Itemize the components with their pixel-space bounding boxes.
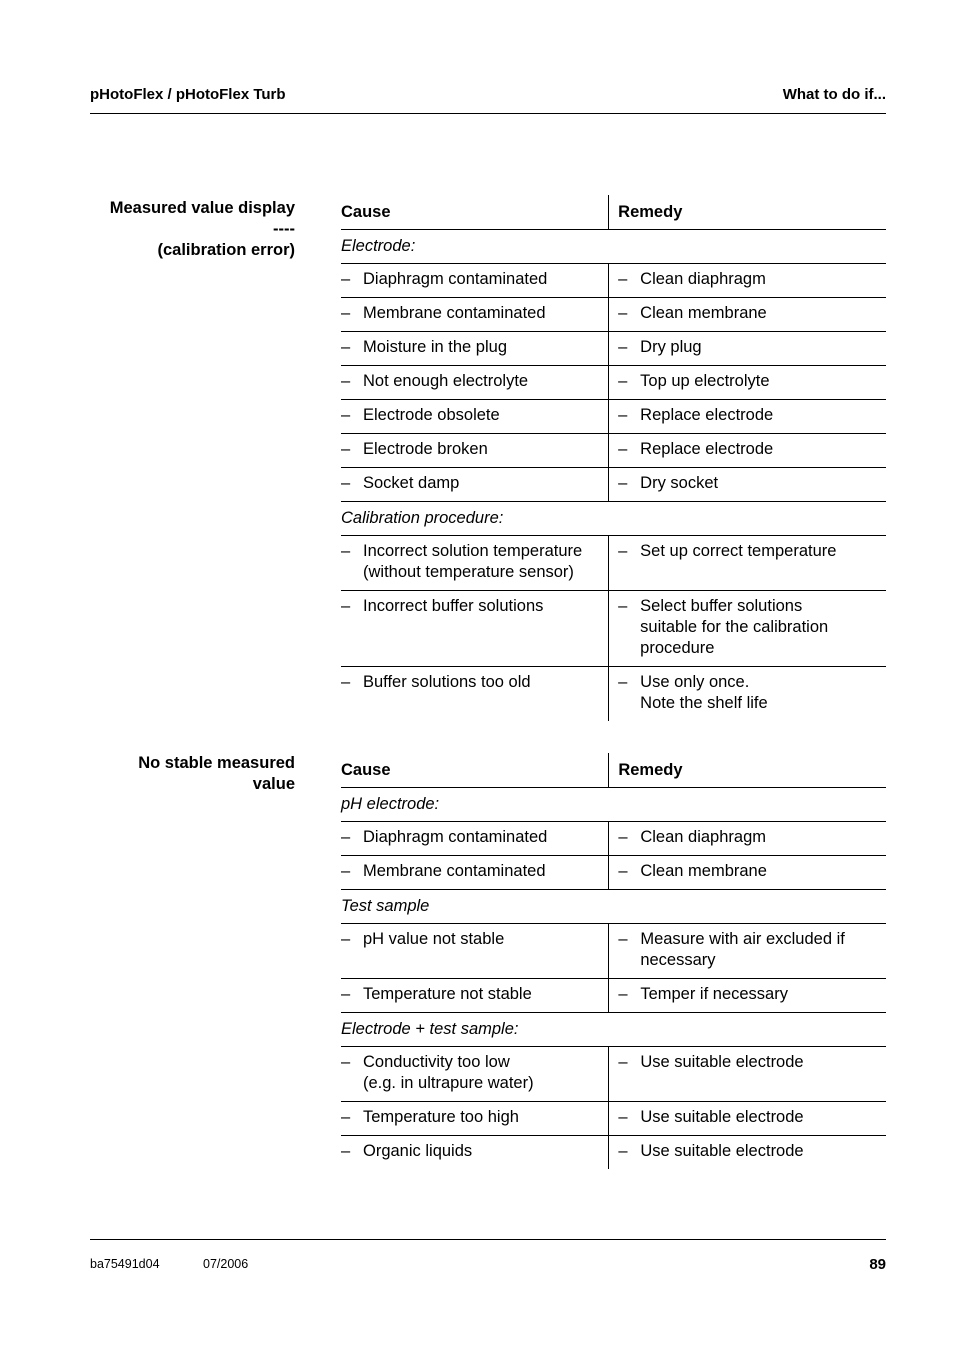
table-row [341, 591, 886, 667]
group-row [341, 890, 886, 924]
section-label-line: (calibration error) [157, 241, 295, 259]
remedy-cell [609, 856, 886, 890]
cause-item [341, 984, 608, 1005]
table-row [341, 1102, 886, 1136]
cause-cell [341, 536, 609, 591]
table-row [341, 468, 886, 502]
remedy-text: Clean membrane [640, 304, 767, 322]
cause-text: Electrode obsolete [363, 406, 500, 424]
cause-cell [341, 1102, 609, 1136]
remedy-item [618, 672, 886, 714]
list-dash: – [341, 673, 351, 691]
cause-header: Cause [341, 753, 609, 788]
cause-item [341, 337, 608, 358]
remedy-item [618, 984, 886, 1005]
cause-item [341, 672, 608, 693]
table-row [341, 856, 886, 890]
footer-date: 07/2006 [203, 1257, 249, 1271]
remedy-item [618, 439, 886, 460]
list-dash: – [341, 597, 351, 615]
cause-cell [341, 468, 609, 502]
remedy-item [618, 827, 886, 848]
cause-text: Electrode broken [363, 440, 488, 458]
page-number: 89 [869, 1256, 886, 1273]
remedy-cell [609, 264, 886, 298]
remedy-cell [609, 924, 886, 979]
remedy-text: Top up electrolyte [640, 372, 770, 390]
list-dash: – [618, 474, 628, 492]
table-row [341, 366, 886, 400]
cause-item [341, 371, 608, 392]
cause-item [341, 1107, 608, 1128]
cause-cell [341, 298, 609, 332]
group-row [341, 788, 886, 822]
list-dash: – [618, 372, 628, 390]
group-title: Test sample [341, 890, 886, 924]
remedy-text: Dry socket [640, 474, 719, 492]
table-row [341, 1136, 886, 1170]
cause-cell [341, 434, 609, 468]
table-row [341, 667, 886, 722]
header-title: pHotoFlex / pHotoFlex Turb [90, 86, 286, 103]
remedy-item [618, 929, 886, 971]
table-row [341, 822, 886, 856]
section-label-line: value [252, 775, 295, 793]
cause-item [341, 861, 608, 882]
remedy-cell [609, 979, 886, 1013]
cause-text: Moisture in the plug [363, 338, 507, 356]
cause-cell [341, 1047, 609, 1102]
list-dash: – [341, 1142, 351, 1160]
cause-cell [341, 400, 609, 434]
remedy-cell [609, 1136, 886, 1170]
list-dash: – [618, 862, 628, 880]
cause-item [341, 439, 608, 460]
remedy-text: Set up correct temperature [640, 542, 837, 560]
remedy-item [618, 473, 886, 494]
cause-item [341, 929, 608, 950]
list-dash: – [341, 474, 351, 492]
table-row [341, 332, 886, 366]
section-label-no-stable-value [60, 753, 295, 795]
table-row [341, 400, 886, 434]
cause-text: Buffer solutions too old [363, 673, 531, 691]
list-dash: – [618, 673, 628, 691]
table-header-row [341, 195, 886, 230]
cause-item [341, 596, 608, 617]
remedy-item [618, 1141, 886, 1162]
section-label-calibration-error [60, 198, 295, 261]
list-dash: – [341, 372, 351, 390]
cause-item [341, 541, 608, 583]
remedy-text: Measure with air excluded if necessary [640, 930, 845, 969]
list-dash: – [618, 930, 628, 948]
list-dash: – [341, 930, 351, 948]
cause-text: Conductivity too low (e.g. in ultrapure water) [363, 1053, 534, 1092]
table-row [341, 979, 886, 1013]
cause-text: Incorrect solution temperature (without temperature sensor) [363, 542, 583, 581]
remedy-text: Use suitable electrode [640, 1108, 804, 1126]
remedy-item [618, 371, 886, 392]
list-dash: – [618, 406, 628, 424]
remedy-text: Clean membrane [640, 862, 767, 880]
cause-item [341, 1052, 608, 1094]
cause-text: Incorrect buffer solutions [363, 597, 544, 615]
table-calibration-error [341, 195, 886, 721]
footer-rule [90, 1239, 886, 1240]
cause-text: Not enough electrolyte [363, 372, 529, 390]
list-dash: – [341, 304, 351, 322]
list-dash: – [618, 440, 628, 458]
cause-item [341, 303, 608, 324]
remedy-text: Temper if necessary [640, 985, 788, 1003]
list-dash: – [618, 828, 628, 846]
list-dash: – [618, 597, 628, 615]
table-row [341, 298, 886, 332]
table-row [341, 264, 886, 298]
remedy-item [618, 269, 886, 290]
list-dash: – [341, 406, 351, 424]
remedy-cell [609, 298, 886, 332]
cause-text: pH value not stable [363, 930, 505, 948]
remedy-cell [609, 332, 886, 366]
remedy-cell [609, 468, 886, 502]
remedy-cell [609, 400, 886, 434]
remedy-text: Clean diaphragm [640, 270, 766, 288]
cause-cell [341, 924, 609, 979]
cause-cell [341, 856, 609, 890]
remedy-cell [609, 822, 886, 856]
table-header-row [341, 753, 886, 788]
cause-cell [341, 332, 609, 366]
list-dash: – [618, 338, 628, 356]
remedy-cell [609, 366, 886, 400]
remedy-text: Dry plug [640, 338, 702, 356]
list-dash: – [618, 985, 628, 1003]
cause-text: Diaphragm contaminated [363, 270, 548, 288]
table-row [341, 434, 886, 468]
cause-cell [341, 979, 609, 1013]
remedy-text: Replace electrode [640, 440, 774, 458]
table-row [341, 536, 886, 591]
remedy-item [618, 861, 886, 882]
header-rule [90, 113, 886, 114]
cause-cell [341, 1136, 609, 1170]
list-dash: – [341, 338, 351, 356]
remedy-text: Select buffer solutions suitable for the calibration procedure [640, 597, 829, 657]
remedy-item [618, 405, 886, 426]
list-dash: – [618, 304, 628, 322]
remedy-cell [609, 1047, 886, 1102]
remedy-text: Use suitable electrode [640, 1142, 804, 1160]
cause-item [341, 827, 608, 848]
remedy-cell [609, 667, 886, 722]
remedy-text: Use only once. Note the shelf life [640, 673, 768, 712]
remedy-item [618, 1107, 886, 1128]
list-dash: – [618, 1142, 628, 1160]
group-title: Electrode: [341, 230, 886, 264]
cause-text: Membrane contaminated [363, 304, 546, 322]
list-dash: – [618, 270, 628, 288]
remedy-item [618, 337, 886, 358]
cause-item [341, 1141, 608, 1162]
list-dash: – [341, 862, 351, 880]
list-dash: – [341, 1108, 351, 1126]
remedy-cell [609, 1102, 886, 1136]
header-section: What to do if... [782, 86, 886, 103]
remedy-item [618, 1052, 886, 1073]
list-dash: – [341, 1053, 351, 1071]
remedy-text: Replace electrode [640, 406, 774, 424]
remedy-text: Use suitable electrode [640, 1053, 804, 1071]
cause-cell [341, 366, 609, 400]
remedy-item [618, 596, 886, 659]
cause-item [341, 269, 608, 290]
list-dash: – [618, 542, 628, 560]
cause-cell [341, 667, 609, 722]
cause-text: Temperature too high [363, 1108, 519, 1126]
cause-text: Temperature not stable [363, 985, 532, 1003]
group-title: Electrode + test sample: [341, 1013, 886, 1047]
list-dash: – [341, 985, 351, 1003]
remedy-cell [609, 536, 886, 591]
remedy-header: Remedy [609, 195, 886, 230]
list-dash: – [341, 828, 351, 846]
footer-doc-id: ba75491d04 [90, 1257, 160, 1271]
table-no-stable-value [341, 753, 886, 1169]
cause-text: Membrane contaminated [363, 862, 546, 880]
list-dash: – [341, 270, 351, 288]
table-row [341, 1047, 886, 1102]
remedy-header: Remedy [609, 753, 886, 788]
remedy-cell [609, 434, 886, 468]
group-title: Calibration procedure: [341, 502, 886, 536]
group-title: pH electrode: [341, 788, 886, 822]
group-row [341, 1013, 886, 1047]
list-dash: – [341, 542, 351, 560]
group-row [341, 230, 886, 264]
remedy-text: Clean diaphragm [640, 828, 766, 846]
cause-item [341, 473, 608, 494]
cause-text: Socket damp [363, 474, 460, 492]
cause-text: Organic liquids [363, 1142, 473, 1160]
cause-cell [341, 822, 609, 856]
list-dash: – [618, 1053, 628, 1071]
list-dash: – [341, 440, 351, 458]
remedy-item [618, 303, 886, 324]
table-row [341, 924, 886, 979]
remedy-cell [609, 591, 886, 667]
section-label-line: No stable measured [138, 754, 295, 772]
cause-text: Diaphragm contaminated [363, 828, 548, 846]
cause-cell [341, 591, 609, 667]
section-label-line: ---- [273, 220, 295, 238]
cause-item [341, 405, 608, 426]
remedy-item [618, 541, 886, 562]
cause-header: Cause [341, 195, 609, 230]
section-label-line: Measured value display [109, 199, 295, 217]
group-row [341, 502, 886, 536]
list-dash: – [618, 1108, 628, 1126]
cause-cell [341, 264, 609, 298]
